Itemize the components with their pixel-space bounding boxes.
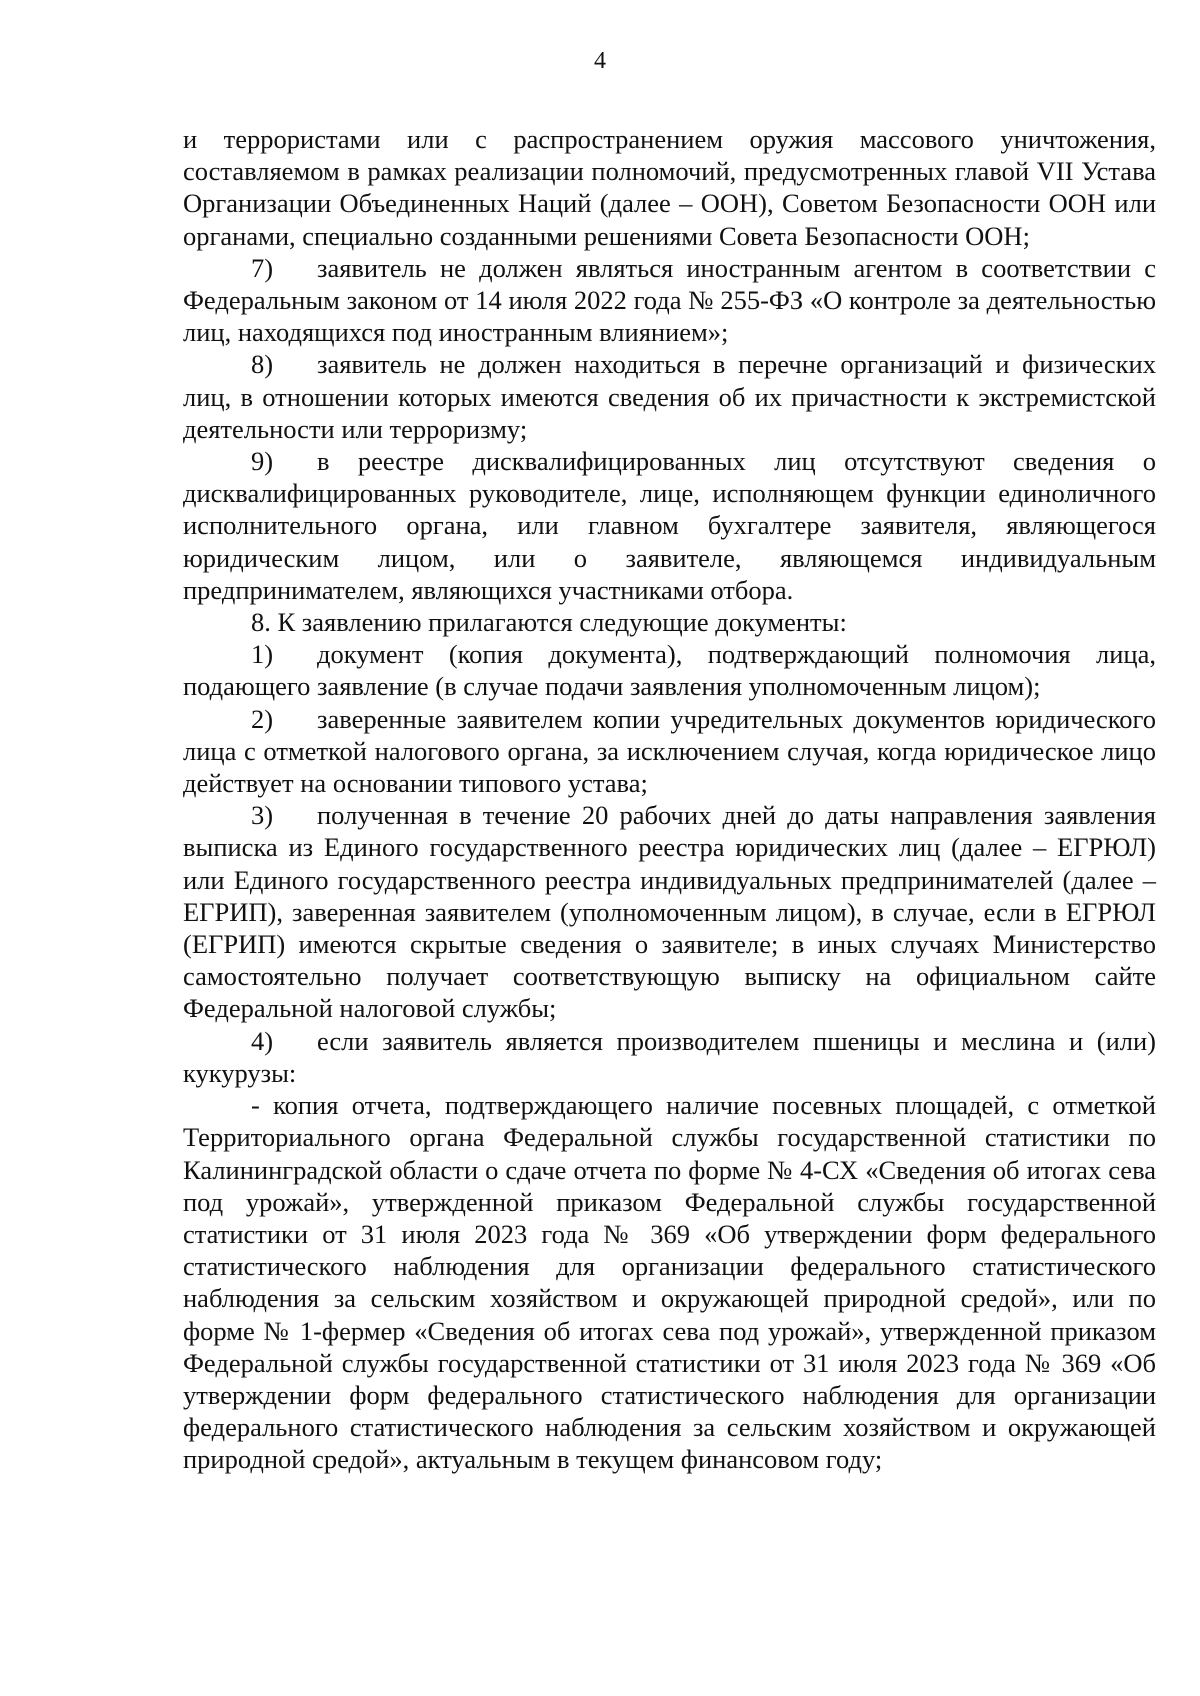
item-number: 7) (251, 252, 274, 283)
document-item-2 (183, 703, 1156, 800)
document-item-1 (183, 638, 1156, 702)
item-number: 4) (251, 1025, 274, 1056)
item-number: 2) (251, 703, 274, 734)
item-text: если заявитель является производителем пшеницы и меслина и (или) кукурузы: (183, 1025, 1156, 1088)
item-number: 9) (251, 446, 274, 477)
item-number: 1) (251, 639, 274, 670)
item-number: 8) (251, 349, 274, 380)
section-8-heading: 8. К заявлению прилагаются следующие документы: (251, 607, 847, 638)
document-body (183, 123, 1156, 1476)
paragraph-continuation: и террористами или с распространением оружия массового уничтожения, составляемом в рамках реализации полномочий, предусмотренных главой VII Устава Организации Объединенных Наций (далее – ООН), Советом Безопасности ООН или органами, специально созданными решениями Совета Безопасности ООН; (183, 124, 1156, 251)
list-item-9 (183, 445, 1156, 606)
item-text: заявитель не должен находиться в перечне организаций и физических лиц, в отношении которых имеются сведения об их причастности к экстремистской деятельности или терроризму; (183, 349, 1156, 444)
item-text: полученная в течение 20 рабочих дней до даты направления заявления выписка из Единого государственного реестра юридических лиц (далее – ЕГРЮЛ) или Единого государственного реестра индивидуальных предпринимателей (далее – ЕГРИП), заверенная заявителем (уполномоченным лицом), в случае, если в ЕГРЮЛ (ЕГРИП) имеются скрытые сведения о заявителе; в иных случаях Министерство самостоятельно получает соответствующую выписку на официальном сайте Федеральной налоговой службы; (183, 800, 1156, 1024)
item-number: 3) (251, 800, 274, 831)
item-text: документ (копия документа), подтверждающий полномочия лица, подающего заявление (в случае подачи заявления уполномоченным лицом); (183, 639, 1156, 702)
document-item-3 (183, 799, 1156, 1024)
page-number: 4 (594, 48, 606, 74)
item-text: в реестре дисквалифицированных лиц отсутствуют сведения о дисквалифицированных руководителе, лице, исполняющем функции единоличного исполнительного органа, или главном бухгалтере заявителя, являющегося юридическим лицом, или о заявителе, являющемся индивидуальным предпринимателем, являющихся участниками отбора. (183, 446, 1156, 605)
item-text: заверенные заявителем копии учредительных документов юридического лица с отметкой налогового органа, за исключением случая, когда юридическое лицо действует на основании типового устава; (183, 703, 1156, 799)
document-item-4 (183, 1025, 1156, 1089)
list-item-8 (183, 348, 1156, 445)
document-subitem-report-copy: - копия отчета, подтверждающего наличие посевных площадей, с отметкой Территориального органа Федеральной службы государственной статистики по Калининградской области о сдаче отчета по форме № 4-СХ «Сведения об итогах сева под урожай», утвержденной приказом Федеральной службы государственной статистики от 31 июля 2023 года № 369 «Об утверждении форм федерального статистического наблюдения для организации федерального статистического наблюдения за сельским хозяйством и окружающей природной средой», или по форме № 1-фермер «Сведения об итогах сева под урожай», утвержденной приказом Федеральной службы государственной статистики от 31 июля 2023 года № 369 «Об утверждении форм федерального статистического наблюдения для организации федерального статистического наблюдения за сельским хозяйством и окружающей природной средой», актуальным в текущем финансовом году; (183, 1090, 1156, 1475)
list-item-7 (183, 252, 1156, 349)
item-text: заявитель не должен являться иностранным агентом в соответствии с Федеральным законом от 14 июля 2022 года № 255-ФЗ «О контроле за деятельностью лиц, находящихся под иностранным влиянием»; (183, 252, 1156, 348)
